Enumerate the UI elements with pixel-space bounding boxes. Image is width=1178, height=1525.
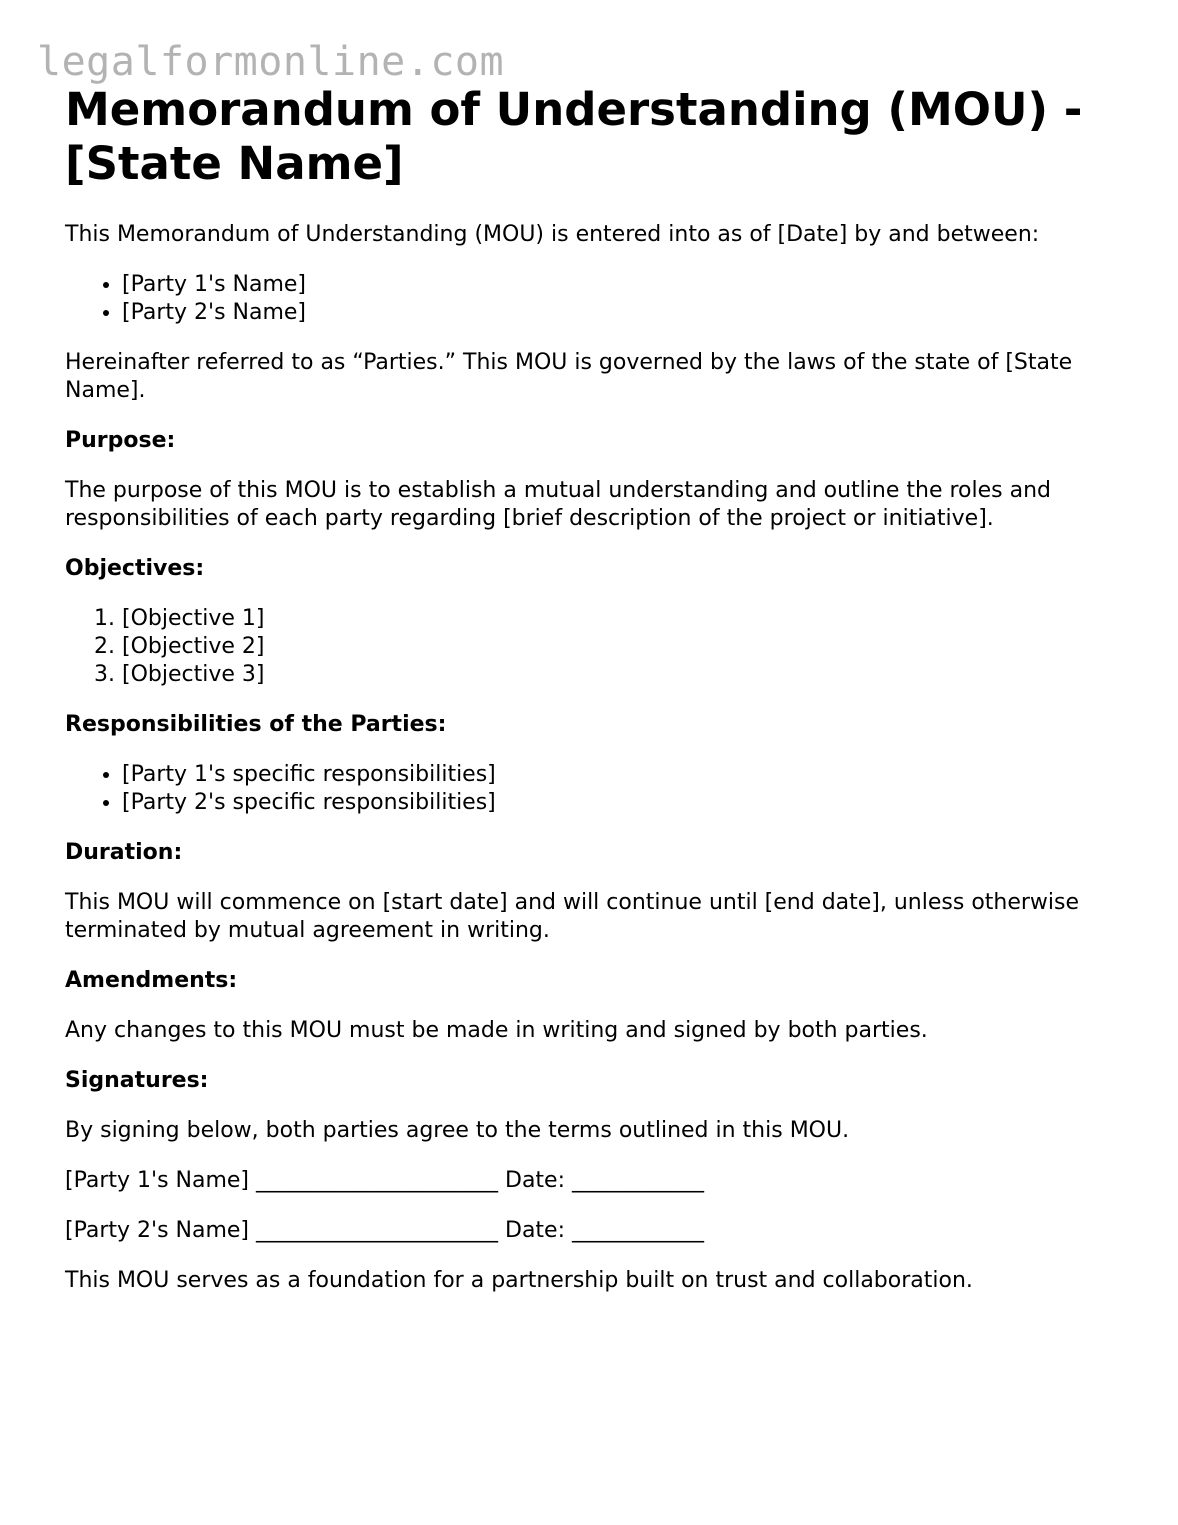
parties-list bbox=[65, 271, 1145, 327]
list-item: • [Party 1's Name] bbox=[122, 271, 1145, 299]
document bbox=[65, 83, 1145, 1317]
objectives-heading: Objectives: bbox=[65, 556, 205, 581]
list-item: • [Party 2's Name] bbox=[122, 299, 1145, 327]
signatures-heading: Signatures: bbox=[65, 1068, 209, 1093]
amendments-text: Any changes to this MOU must be made in writing and signed by both parties. bbox=[65, 1018, 928, 1043]
list-item: 1. [Objective 1] bbox=[122, 605, 1145, 633]
watermark: legalformonline.com bbox=[37, 39, 505, 85]
list-item: 3. [Objective 3] bbox=[122, 661, 1145, 689]
amendments-heading: Amendments: bbox=[65, 968, 238, 993]
responsibilities-heading: Responsibilities of the Parties: bbox=[65, 712, 447, 737]
signatures-text: By signing below, both parties agree to the terms outlined in this MOU. bbox=[65, 1118, 850, 1143]
list-item: • [Party 1's specific responsibilities] bbox=[122, 761, 1145, 789]
intro-paragraph: This Memorandum of Understanding (MOU) is entered into as of [Date] by and between: bbox=[65, 222, 1040, 247]
closing-paragraph: This MOU serves as a foundation for a partnership built on trust and collaboration. bbox=[65, 1268, 973, 1293]
purpose-text: The purpose of this MOU is to establish a mutual understanding and outline the roles and responsibilities of each party regarding [brief description of the project or initiative]. bbox=[65, 478, 1051, 531]
list-item: • [Party 2's specific responsibilities] bbox=[122, 789, 1145, 817]
objectives-list bbox=[65, 605, 1145, 689]
list-item: 2. [Objective 2] bbox=[122, 633, 1145, 661]
governing-law-paragraph: Hereinafter referred to as “Parties.” This MOU is governed by the laws of the state of [State Name]. bbox=[65, 350, 1073, 403]
duration-text: This MOU will commence on [start date] and will continue until [end date], unless otherwise terminated by mutual agreement in writing. bbox=[65, 890, 1080, 943]
signature-line-party-1: [Party 1's Name] ______________________ Date: ____________ bbox=[65, 1168, 704, 1193]
duration-heading: Duration: bbox=[65, 840, 183, 865]
signature-line-party-2: [Party 2's Name] ______________________ Date: ____________ bbox=[65, 1218, 704, 1243]
purpose-heading: Purpose: bbox=[65, 428, 176, 453]
document-title: Memorandum of Understanding (MOU) - [State Name] bbox=[65, 83, 1083, 190]
responsibilities-list bbox=[65, 761, 1145, 817]
